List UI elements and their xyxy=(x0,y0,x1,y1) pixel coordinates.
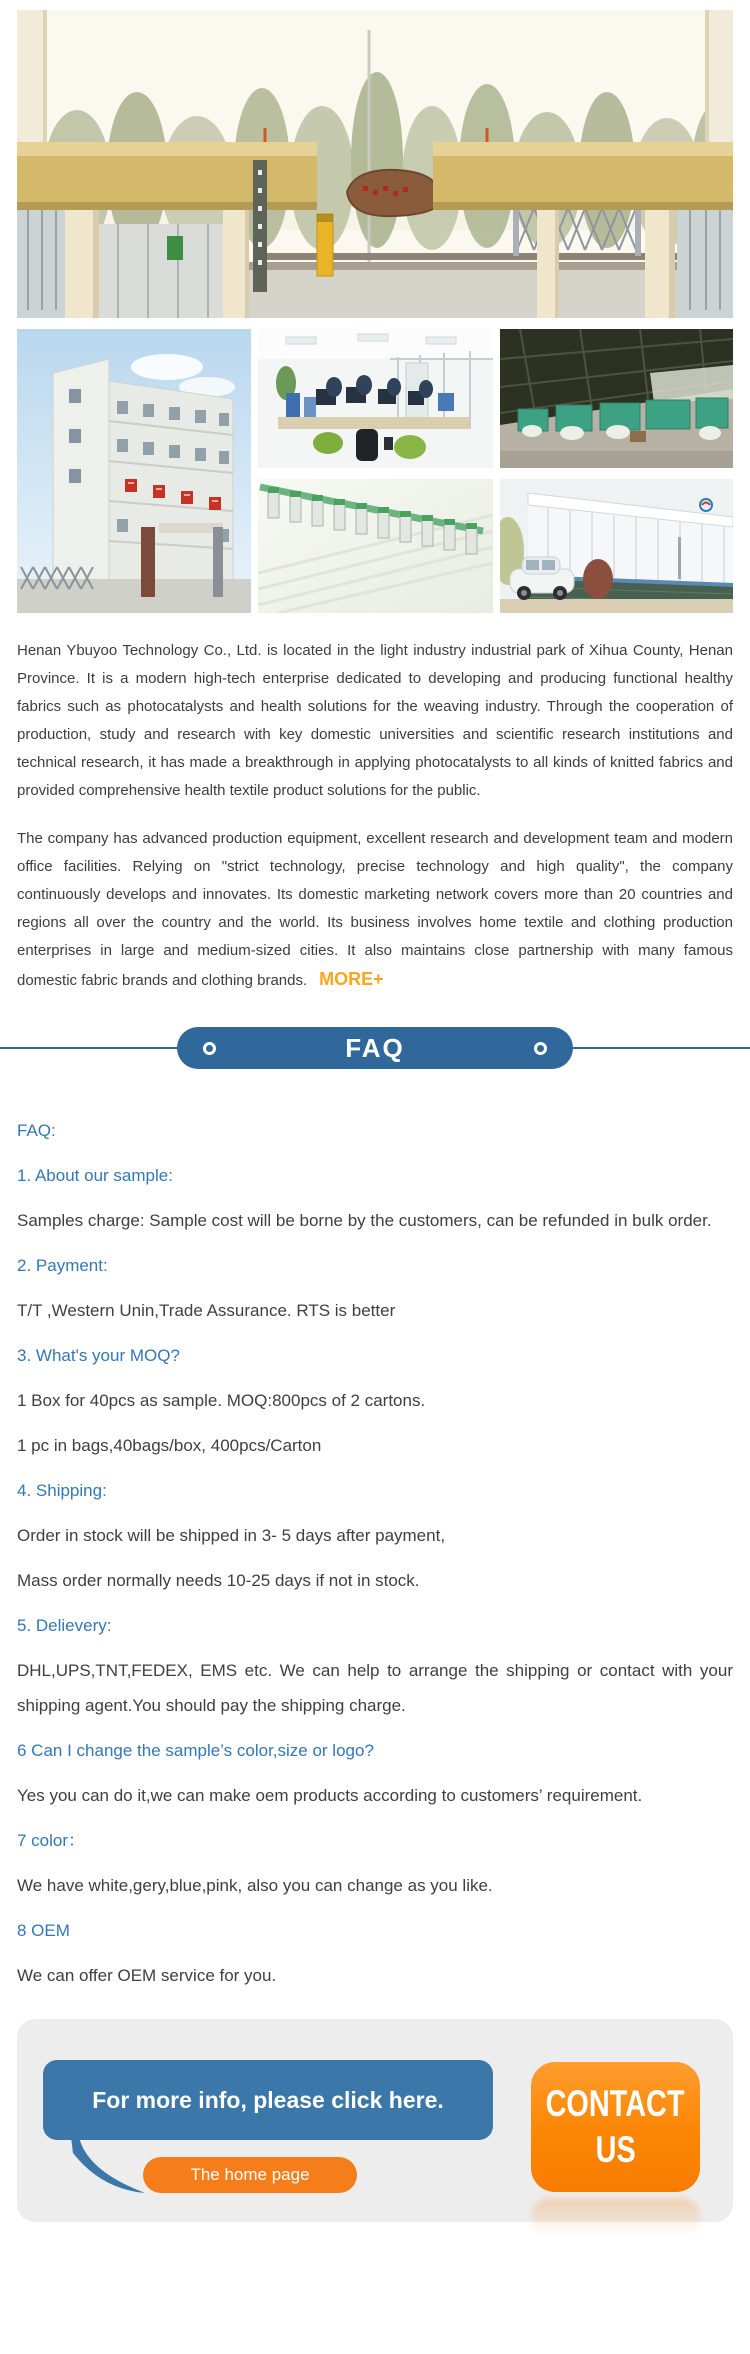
contact-us-line2: US xyxy=(595,2129,636,2170)
workshop-photo xyxy=(500,329,733,468)
contact-button-reflection xyxy=(531,2198,700,2236)
workshop-illustration xyxy=(500,329,733,468)
faq-answer: We can offer OEM service for you. xyxy=(17,1966,277,1985)
exterior-photo xyxy=(500,479,733,613)
faq-question: 2. Payment: xyxy=(17,1256,108,1275)
faq-answer: 1 pc in bags,40bags/box, 400pcs/Carton xyxy=(17,1436,322,1455)
ring-icon xyxy=(534,1042,547,1055)
company-intro xyxy=(17,637,733,995)
factory-building-illustration xyxy=(17,329,251,613)
company-gate-illustration xyxy=(17,10,733,318)
faq-answer: T/T ,Western Unin,Trade Assurance. RTS is better xyxy=(17,1301,396,1320)
exterior-illustration xyxy=(500,479,733,613)
bubble-tail xyxy=(53,2137,153,2199)
ring-icon xyxy=(203,1042,216,1055)
intro-paragraph-1: Henan Ybuyoo Technology Co., Ltd. is located in the light industry industrial park of Xihua County, Henan Province. It is a modern high-tech enterprise dedicated to developing and producing functional healthy fabrics such as photocatalysts and health solutions for the weaving industry. Through the cooperation of production, study and research with key domestic universities and scientific research institutions and technical research, it has made a breakthrough in applying photocatalysts to all kinds of knitted fabrics and provided comprehensive health textile product solutions for the public. xyxy=(17,642,733,799)
faq-question: 5. Delievery: xyxy=(17,1616,112,1635)
faq-answer: DHL,UPS,TNT,FEDEX, EMS etc. We can help to arrange the shipping or contact with your shipping agent.You should pay the shipping charge. xyxy=(17,1661,733,1715)
contact-us-line1: CONTACT xyxy=(546,2083,685,2124)
faq-question: 4. Shipping: xyxy=(17,1481,107,1500)
contact-us-button[interactable] xyxy=(531,2062,700,2192)
machines-illustration xyxy=(258,479,493,613)
faq-banner xyxy=(0,1027,750,1069)
more-link[interactable]: MORE+ xyxy=(319,969,384,989)
faq-section xyxy=(17,1113,733,1993)
faq-question: 8 OEM xyxy=(17,1921,70,1940)
faq-answer: Yes you can do it,we can make oem products according to customers’ requirement. xyxy=(17,1786,643,1805)
office-photo xyxy=(258,329,493,468)
footer-cta xyxy=(17,2019,733,2222)
faq-question: 3. What's your MOQ? xyxy=(17,1346,180,1365)
faq-answer: 1 Box for 40pcs as sample. MOQ:800pcs of 2 cartons. xyxy=(17,1391,426,1410)
more-info-bubble[interactable] xyxy=(43,2060,493,2140)
faq-question: 7 color： xyxy=(17,1831,86,1850)
photo-grid xyxy=(17,329,733,613)
faq-question: 6 Can I change the sample’s color,size or logo? xyxy=(17,1741,374,1760)
home-page-button[interactable]: The home page xyxy=(143,2157,357,2193)
office-illustration xyxy=(258,329,493,468)
intro-paragraph-2-text: The company has advanced production equipment, excellent research and development team and modern office facilities. Relying on "strict technology, precise technology and high quality", the company continuously develops and innovates. Its domestic marketing network covers more than 20 countries and regions all over the country and the world. Its business involves home textile and clothing production enterprises in large and medium-sized cities. It also maintains close partnership with many famous domestic fabric brands and clothing brands. xyxy=(17,830,733,989)
more-info-bubble-label: For more info, please click here. xyxy=(92,2086,444,2113)
faq-question: 1. About our sample: xyxy=(17,1166,173,1185)
faq-heading: FAQ: xyxy=(17,1121,56,1140)
faq-answer: Mass order normally needs 10-25 days if not in stock. xyxy=(17,1571,420,1590)
faq-banner-pill xyxy=(177,1027,573,1069)
factory-building-photo xyxy=(17,329,251,613)
company-gate-photo xyxy=(17,10,733,318)
faq-answer: Order in stock will be shipped in 3- 5 days after payment, xyxy=(17,1526,446,1545)
faq-answer: We have white,gery,blue,pink, also you can change as you like. xyxy=(17,1876,493,1895)
faq-answer: Samples charge: Sample cost will be borne by the customers, can be refunded in bulk order. xyxy=(17,1211,712,1230)
faq-banner-title: FAQ xyxy=(345,1032,405,1063)
intro-paragraph-2 xyxy=(17,825,733,995)
machines-photo xyxy=(258,479,493,613)
